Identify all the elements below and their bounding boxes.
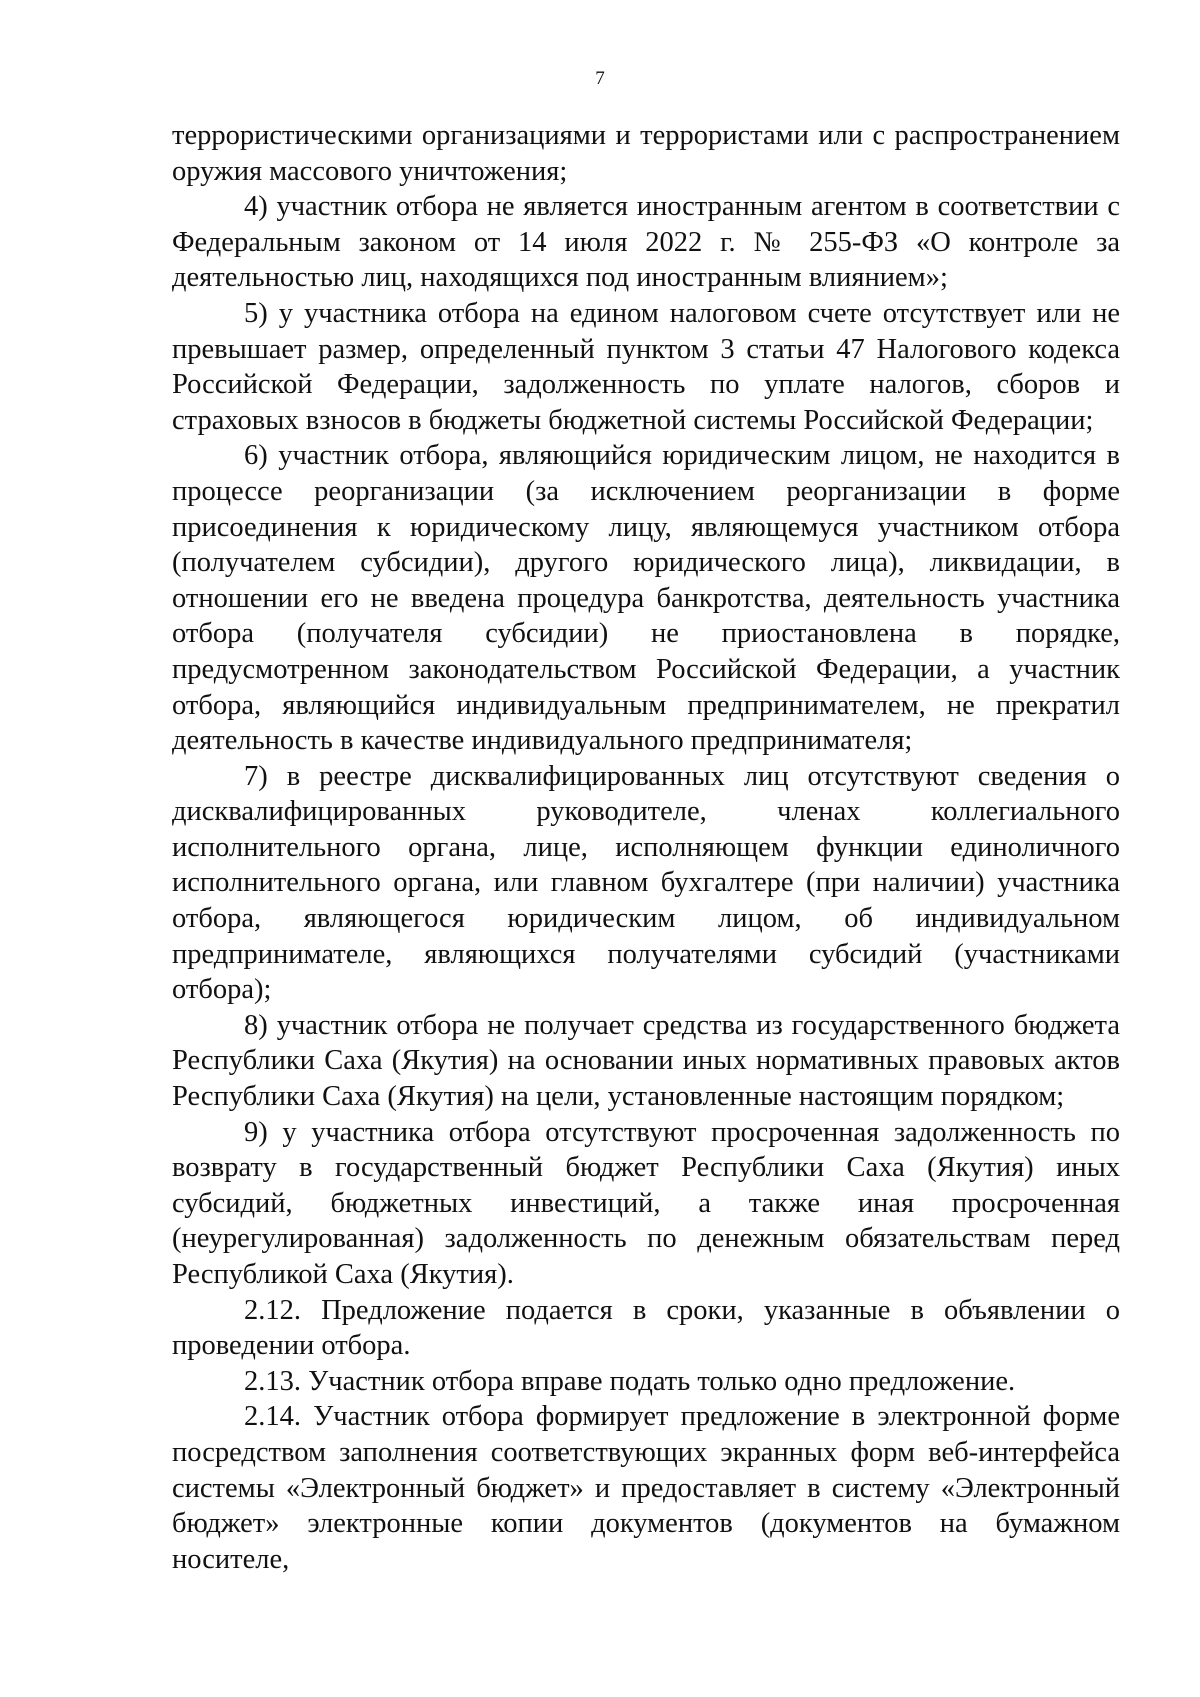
paragraph-item-7: 7) в реестре дисквалифицированных лиц отсутствуют сведения о дисквалифицированных руководителе, членах коллегиального исполнительного органа, лице, исполняющем функции единоличного исполнительного органа, или главном бухгалтере (при наличии) участника отбора, являющегося юридическим лицом, об индивидуальном предпринимателе, являющихся получателями субсидий (участниками отбора); [172, 760, 1120, 1006]
paragraph-item-6: 6) участник отбора, являющийся юридическим лицом, не находится в процессе реорганизации (за исключением реорганизации в форме присоединения к юридическому лицу, являющемуся участником отбора (получателем субсидии), другого юридического лица), ликвидации, в отношении его не введена процедура банкротства, деятельность участника отбора (получателя субсидии) не приостановлена в порядке, предусмотренном законодательством Российской Федерации, а участник отбора, являющийся индивидуальным предпринимателем, не прекратил деятельность в качестве индивидуального предпринимателя; [172, 440, 1120, 757]
paragraph-2-14: 2.14. Участник отбора формирует предложение в электронной форме посредством заполнения соответствующих экранных форм веб-интерфейса системы «Электронный бюджет» и предоставляет в систему «Электронный бюджет» электронные копии документов (документов на бумажном носителе, [172, 1401, 1120, 1575]
paragraph-item-5: 5) у участника отбора на едином налоговом счете отсутствует или не превышает размер, определенный пунктом 3 статьи 47 Налогового кодекса Российской Федерации, задолженность по уплате налогов, сборов и страховых взносов в бюджеты бюджетной системы Российской Федерации; [172, 297, 1120, 436]
document-body [172, 118, 1120, 1577]
paragraph-item-8: 8) участник отбора не получает средства из государственного бюджета Республики Саха (Якутия) на основании иных нормативных правовых актов Республики Саха (Якутия) на цели, установленные настоящим порядком; [172, 1009, 1120, 1113]
paragraph-2-12: 2.12. Предложение подается в сроки, указанные в объявлении о проведении отбора. [172, 1294, 1120, 1362]
paragraph-item-9: 9) у участника отбора отсутствуют просроченная задолженность по возврату в государственный бюджет Республики Саха (Якутия) иных субсидий, бюджетных инвестиций, а также иная просроченная (неурегулированная) задолженность по денежным обязательствам перед Республикой Саха (Якутия). [172, 1116, 1120, 1290]
paragraph-item-4: 4) участник отбора не является иностранным агентом в соответствии с Федеральным законом от 14 июля 2022 г. № 255-ФЗ «О контроле за деятельностью лиц, находящихся под иностранным влиянием»; [172, 191, 1120, 294]
paragraph-continuation: террористическими организациями и террористами или с распространением оружия массового уничтожения; [172, 120, 1120, 187]
page-number: 7 [595, 68, 605, 89]
paragraph-2-13: 2.13. Участник отбора вправе подать только одно предложение. [244, 1365, 1016, 1397]
